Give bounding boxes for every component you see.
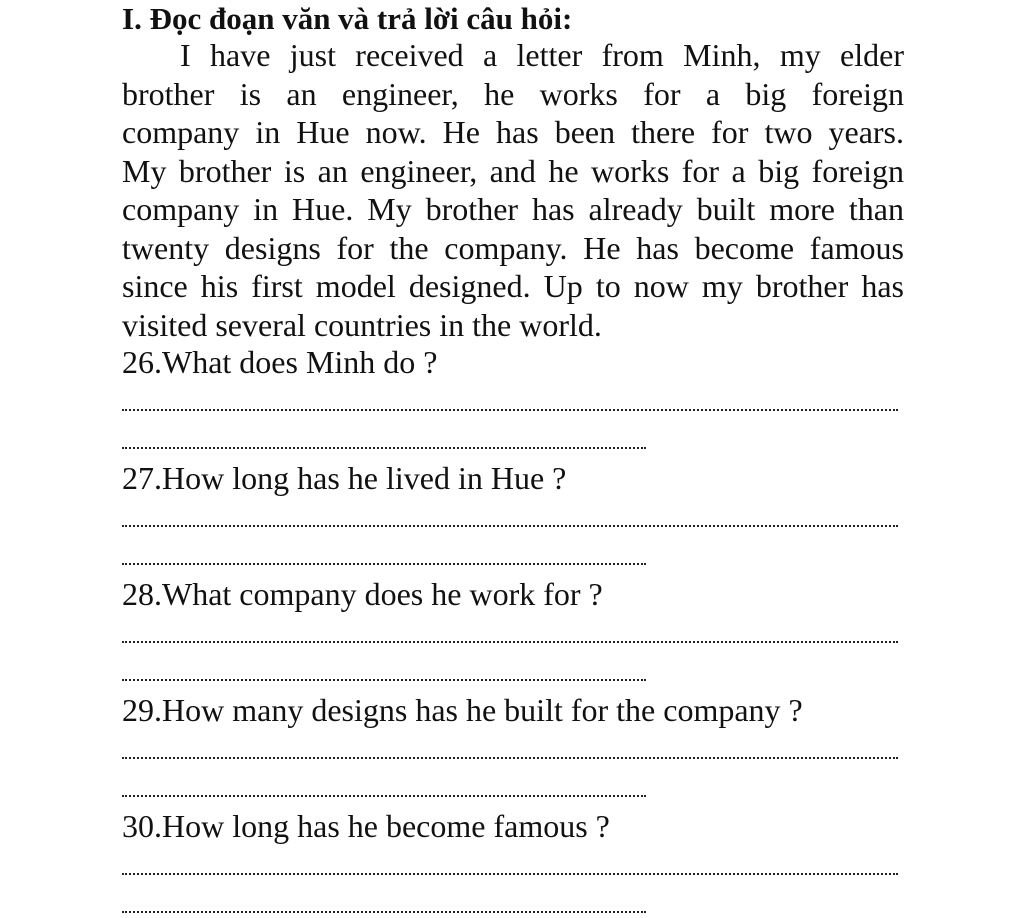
reading-passage [122, 36, 904, 344]
question-29: 29.How many designs has he built for the company ? [122, 692, 803, 728]
passage-line: company in Hue now. He has been there for two years. [122, 114, 904, 150]
passage-line: since his first model designed. Up to now my brother has [122, 268, 904, 304]
passage-line: My brother is an engineer, and he works for a big foreign [122, 152, 904, 189]
question-27: 27.How long has he lived in Hue ? [122, 460, 567, 496]
question-28: 28.What company does he work for ? [122, 576, 603, 612]
answer-line-29-b [122, 791, 646, 797]
passage-line: visited several countries in the world. [122, 306, 602, 343]
answer-line-26-b [122, 443, 646, 449]
passage-line: I have just received a letter from Minh, my elder [180, 37, 904, 73]
question-26: 26.What does Minh do ? [122, 344, 438, 380]
answer-line-26-a [122, 405, 898, 411]
answer-line-30-a [122, 869, 898, 875]
answer-line-28-a [122, 637, 898, 643]
answer-line-27-b [122, 559, 646, 565]
answer-line-28-b [122, 675, 646, 681]
passage-line: brother is an engineer, he works for a big foreign [122, 75, 904, 112]
passage-line: company in Hue. My brother has already built more than [122, 191, 904, 227]
answer-line-30-b [122, 907, 646, 913]
passage-line: twenty designs for the company. He has become famous [122, 229, 904, 266]
question-30: 30.How long has he become famous ? [122, 808, 610, 844]
answer-line-29-a [122, 753, 898, 759]
section-heading: I. Đọc đoạn văn và trả lời câu hỏi: [122, 1, 573, 36]
answer-line-27-a [122, 521, 898, 527]
